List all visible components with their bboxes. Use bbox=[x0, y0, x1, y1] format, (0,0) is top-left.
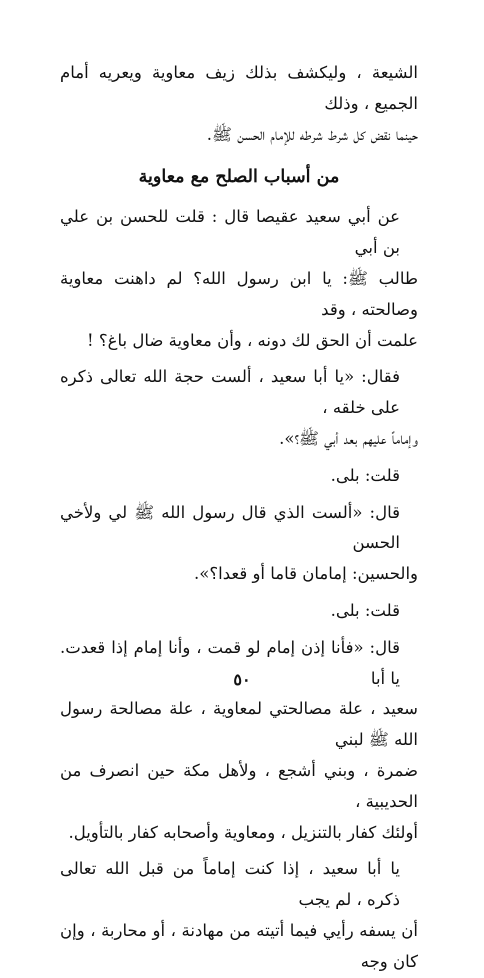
paragraph-question bbox=[60, 202, 418, 356]
text-line: طالب ﷺ: يا ابن رسول الله؟ لم داهنت معاوية وصالحته ، وقد bbox=[60, 268, 418, 319]
text-line: سعيد ، علة مصالحتي لمعاوية ، علة مصالحة رسول الله ﷺ لبني bbox=[60, 699, 418, 750]
text-line: حينما نقض كل شرط شرطه للإمام الحسن ﷺ. bbox=[206, 124, 418, 144]
section-heading: من أسباب الصلح مع معاوية bbox=[138, 167, 340, 188]
paragraph-answer-2 bbox=[60, 498, 418, 590]
text-line: أولئك كفار بالتنزيل ، ومعاوية وأصحابه كفار بالتأويل. bbox=[68, 822, 418, 842]
text-line: قلت: بلى. bbox=[330, 465, 400, 485]
text-line: قلت: بلى. bbox=[330, 600, 400, 620]
paragraph-answer-4 bbox=[60, 854, 418, 977]
text-line: علمت أن الحق لك دونه ، وأن معاوية ضال باغ؟ ! bbox=[86, 330, 418, 350]
text-line: وإماماً عليهم بعد أبي ﷺ؟». bbox=[279, 428, 418, 448]
paragraph-intro bbox=[60, 58, 418, 150]
text-line: أن يسفه رأيي فيما أتيته من مهادنة ، أو محاربة ، وإن كان وجه bbox=[60, 920, 418, 971]
text-line: عن أبي سعيد عقيصا قال : قلت للحسن بن علي بن أبي bbox=[60, 207, 400, 258]
paragraph-reply-2 bbox=[60, 596, 418, 627]
text-line: قال: «فأنا إذن إمام لو قمت ، وأنا إمام إذا قعدت. يا أبا bbox=[60, 637, 400, 688]
page-number: ٥٠ bbox=[233, 670, 251, 689]
text-line: والحسين: إمامان قاما أو قعدا؟». bbox=[194, 564, 418, 584]
text-line: يا أبا سعيد ، إذا كنت إماماً من قبل الله تعالى ذكره ، لم يجب bbox=[60, 859, 400, 910]
text-line: الشيعة ، وليكشف بذلك زيف معاوية ويعريه أمام الجميع ، وذلك bbox=[60, 63, 418, 113]
text-line: قال: «ألست الذي قال رسول الله ﷺ لي ولأخي الحسن bbox=[60, 502, 400, 553]
text-line: ضمرة ، وبني أشجع ، ولأهل مكة حين انصرف من الحديبية ، bbox=[60, 760, 418, 811]
paragraph-answer-3 bbox=[60, 633, 418, 849]
paragraph-reply-1 bbox=[60, 461, 418, 492]
text-line: فقال: «يا أبا سعيد ، ألست حجة الله تعالى ذكره على خلقه ، bbox=[60, 367, 400, 418]
paragraph-answer-1 bbox=[60, 362, 418, 454]
